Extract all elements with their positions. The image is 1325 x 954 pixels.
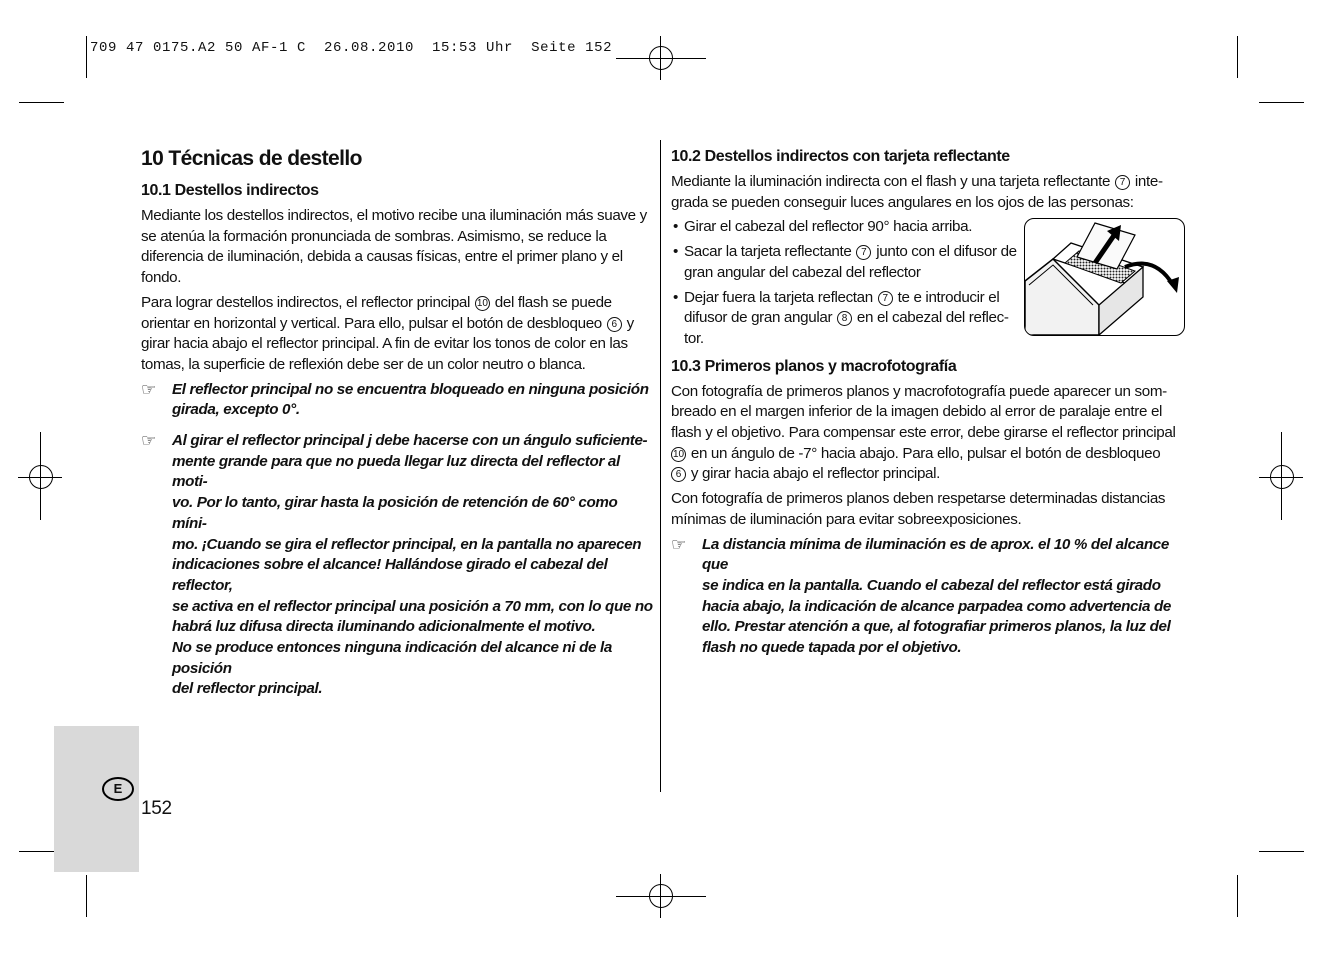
section-heading: 10.3 Primeros planos y macrofotografía	[671, 357, 957, 375]
section-heading: 10.1 Destellos indirectos	[141, 182, 319, 199]
text-line: vo. Por lo tanto, girar hasta la posición de retención de 60° como míni-	[172, 494, 618, 532]
text-line: Girar el cabezal del reflector 90° hacia arriba.	[684, 218, 973, 236]
crop-mark	[1237, 875, 1238, 917]
text-line: Para lograr destellos indirectos, el reflector principal 10 del flash se puede	[141, 293, 612, 311]
text-line: se atenúa la formación pronunciada de sombras. Asimismo, se reduce la	[141, 227, 607, 245]
text-line: Al girar el reflector principal j debe hacerse con un ángulo suficiente-	[172, 432, 648, 450]
registration-mark	[660, 36, 661, 80]
text-line: No se produce entonces ninguna indicación del alcance ni de la posición	[172, 639, 612, 677]
registration-mark	[1281, 432, 1282, 520]
text-line: Mediante los destellos indirectos, el motivo recibe una iluminación más suave y	[141, 207, 647, 224]
print-slug-header: 709 47 0175.A2 50 AF-1 C 26.08.2010 15:53 Uhr Seite 152	[90, 40, 613, 56]
text-line: 6 y girar hacia abajo el reflector principal.	[671, 464, 1183, 485]
crop-mark	[86, 36, 87, 78]
text-line: indicaciones sobre el alcance! Hallándose girado el cabezal del reflector,	[172, 556, 608, 594]
text-line: difusor de gran angular 8 en el cabezal del reflec-	[684, 309, 1009, 327]
crop-mark	[19, 102, 64, 103]
callout-number: 6	[671, 467, 686, 482]
text-line: tor.	[684, 329, 704, 347]
callout-number: 7	[856, 245, 871, 260]
text-line: mínimas de iluminación para evitar sobreexposiciones.	[671, 510, 1022, 528]
text-line: Sacar la tarjeta reflectante 7 junto con el difusor de	[684, 243, 1017, 261]
text-line: fondo.	[141, 269, 182, 287]
callout-number: 7	[1115, 175, 1130, 190]
pointing-hand-icon: ☞	[141, 431, 156, 451]
paragraph	[671, 172, 1183, 213]
text-line: girar hacia abajo el reflector principal. A fin de evitar los tonos de color en las	[141, 335, 628, 353]
text-line: grada se pueden conseguir luces angulares en los ojos de las personas:	[671, 193, 1134, 211]
text-line: Mediante la iluminación indirecta con el flash y una tarjeta reflectante 7 inte-	[671, 173, 1163, 190]
text-line: El reflector principal no se encuentra bloqueado en ninguna posición	[172, 380, 649, 398]
text-line: tomas, la superficie de reflexión debe ser de un color neutro o blanca.	[141, 355, 586, 373]
crop-mark	[1259, 851, 1304, 852]
text-line: diferencia de iluminación, debida a causas físicas, entre el primer plano y el	[141, 248, 623, 266]
text-line: La distancia mínima de iluminación es de aprox. el 10 % del alcance que	[702, 535, 1169, 574]
text-line: se indica en la pantalla. Cuando el cabezal del reflector está girado	[702, 576, 1161, 594]
paragraph	[141, 206, 653, 289]
language-badge: E	[102, 777, 134, 801]
text-line: breado en el margen inferior de la imagen debido al error de paralaje entre el	[671, 403, 1163, 421]
section-heading: 10.2 Destellos indirectos con tarjeta reflectante	[671, 148, 1010, 165]
text-line: 10 en un ángulo de -7° hacia abajo. Para ello, pulsar el botón de desbloqueo	[672, 444, 1161, 462]
crop-mark	[1237, 36, 1238, 78]
text-line: mente grande para que no pueda llegar luz directa del reflector al moti-	[172, 452, 620, 491]
flash-head-illustration-icon	[1025, 219, 1184, 335]
paragraph	[671, 382, 1183, 486]
callout-number: 6	[607, 317, 622, 332]
pointing-hand-icon: ☞	[141, 379, 156, 399]
callout-number: 8	[837, 311, 852, 326]
text-line: se activa en el reflector principal una posición a 70 mm, con lo que no	[172, 597, 653, 615]
note	[141, 380, 653, 421]
bullet: •	[673, 288, 678, 306]
text-line: gran angular del cabezal del reflector	[684, 263, 921, 281]
text-line: ello. Prestar atención a que, al fotografiar primeros planos, la luz del	[702, 618, 1171, 636]
text-line: habrá luz difusa directa iluminando adicionalmente el motivo.	[172, 618, 596, 636]
pointing-hand-icon: ☞	[671, 534, 686, 554]
text-line: mo. ¡Cuando se gira el reflector principal, en la pantalla no aparecen	[172, 535, 642, 553]
note	[671, 535, 1183, 659]
callout-number: 7	[878, 291, 893, 306]
text-line: Dejar fuera la tarjeta reflectan 7 te e introducir el	[684, 288, 1000, 306]
text-line: girada, excepto 0°.	[172, 401, 300, 419]
text-line: hacia abajo, la indicación de alcance parpadea como advertencia de	[702, 597, 1172, 615]
left-column	[141, 146, 653, 706]
text-line: Con fotografía de primeros planos deben respetarse determinadas distancias	[671, 490, 1166, 508]
note	[141, 431, 653, 700]
registration-mark	[616, 896, 706, 897]
bullet: •	[673, 218, 678, 236]
callout-number: 10	[476, 297, 488, 309]
crop-mark	[1259, 102, 1304, 103]
text-line: Con fotografía de primeros planos y macrofotografía puede aparecer un som-	[671, 382, 1167, 400]
paragraph	[671, 489, 1183, 530]
text-line: orientar en horizontal y vertical. Para ello, pulsar el botón de desbloqueo 6 y	[141, 314, 634, 332]
column-divider	[660, 140, 661, 792]
page-number: 152	[141, 798, 172, 819]
paragraph	[141, 293, 653, 376]
callout-number: 10	[672, 448, 685, 460]
crop-mark	[86, 875, 87, 917]
registration-mark	[660, 874, 661, 918]
text-line: flash y el objetivo. Para compensar este error, debe girarse el reflector principal	[671, 424, 1176, 442]
text-line: flash no quede tapada por el objetivo.	[702, 639, 962, 657]
bullet: •	[673, 243, 678, 261]
text-line: del reflector principal.	[172, 680, 323, 698]
chapter-title: 10 Técnicas de destello	[141, 147, 362, 170]
flash-head-reflector-card-illustration	[1024, 218, 1185, 336]
registration-mark	[616, 58, 706, 59]
registration-mark	[40, 432, 41, 520]
